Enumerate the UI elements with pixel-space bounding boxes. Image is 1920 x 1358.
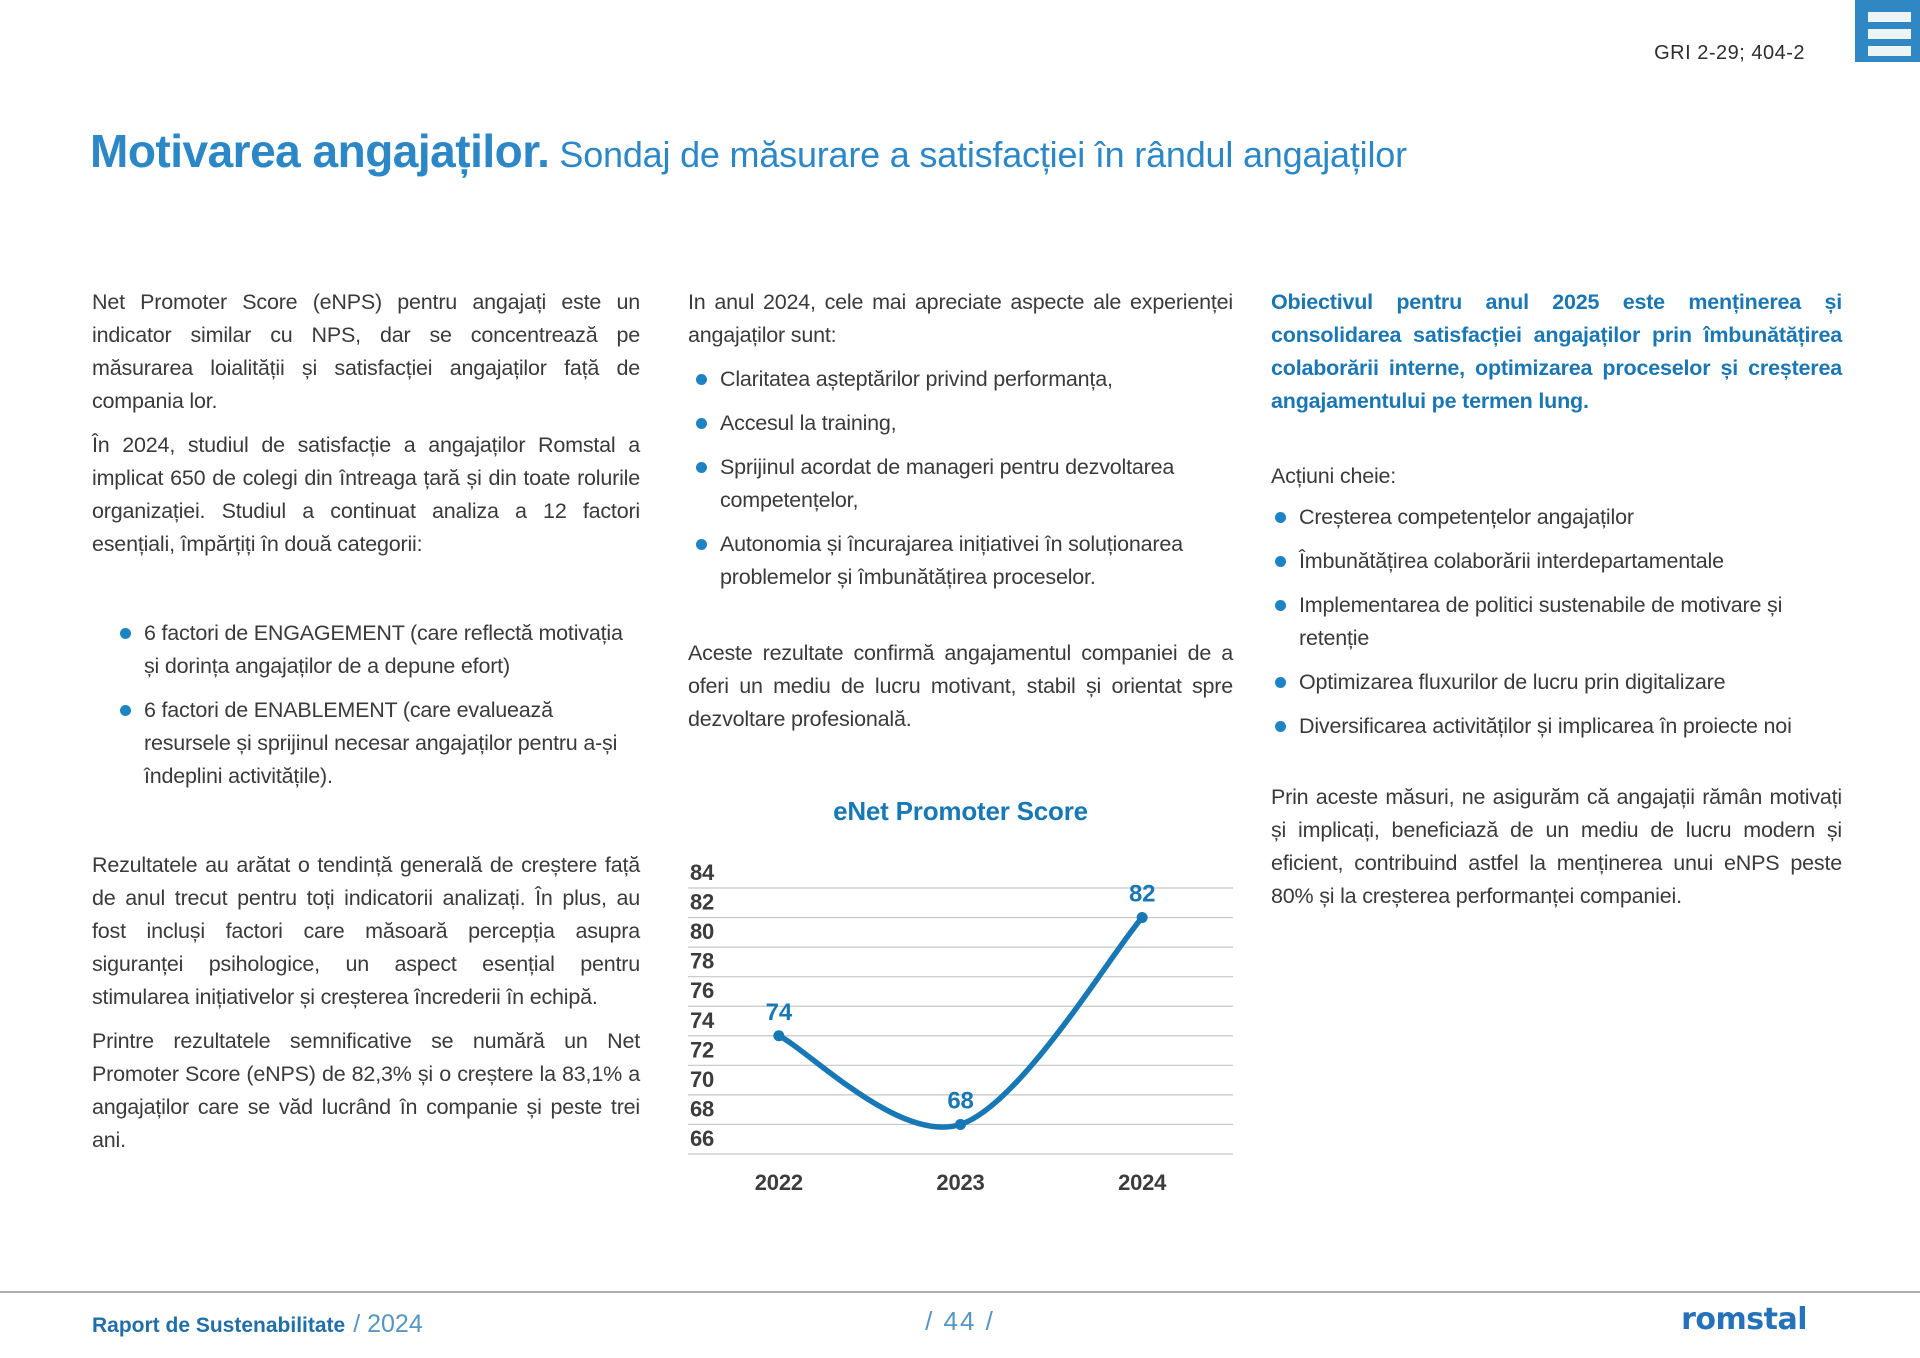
footer-report-title — [92, 1310, 423, 1339]
list-item-text: Îmbunătățirea colaborării interdepartamentale — [1299, 549, 1724, 573]
list-item — [120, 617, 640, 683]
list-item-text: Autonomia și încurajarea inițiativei în soluționarea problemelor și îmbunătățirea proceselor. — [720, 532, 1183, 589]
svg-text:74: 74 — [690, 1007, 715, 1033]
svg-text:2024: 2024 — [1118, 1170, 1167, 1195]
gri-reference: GRI 2-29; 404-2 — [1654, 42, 1805, 64]
column-3 — [1271, 286, 1842, 1204]
menu-icon[interactable] — [1855, 0, 1920, 62]
menu-bar — [1868, 46, 1911, 56]
bullet-icon — [120, 628, 131, 639]
bullet-icon — [696, 539, 707, 550]
list-item-text: 6 factori de ENABLEMENT (care evaluează resursele și sprijinul necesar angajaților pentru a-și îndeplini activitățile). — [144, 698, 618, 788]
svg-text:2023: 2023 — [936, 1170, 985, 1195]
svg-text:78: 78 — [690, 948, 715, 974]
paragraph: Aceste rezultate confirmă angajamentul companiei de a oferi un mediu de lucru motivant, stabil și orientat spre dezvoltare profesională. — [688, 641, 1233, 731]
page-content — [92, 286, 1842, 1204]
appreciated-aspects-list — [696, 363, 1233, 594]
list-item — [696, 407, 1233, 440]
bullet-icon — [1275, 512, 1286, 523]
list-item — [696, 363, 1233, 396]
svg-text:68: 68 — [690, 1096, 715, 1122]
paragraph: Net Promoter Score (eNPS) pentru angajați este un indicator similar cu NPS, dar se concentrează pe măsurarea loialității și satisfacției angajaților față de compania lor. — [92, 290, 640, 413]
svg-text:68: 68 — [947, 1087, 974, 1115]
report-year: / 2024 — [353, 1310, 423, 1338]
svg-text:76: 76 — [690, 978, 715, 1004]
list-item — [1275, 545, 1842, 578]
paragraph: Rezultatele au arătat o tendință generală de creștere față de anul trecut pentru toți indicatorii analizați. În plus, au fost incluși factori care măsoară percepția asupra siguranței psihologice, un aspect esențial pentru stimularea inițiativelor și creșterea încrederii în echipă. — [92, 853, 640, 1009]
list-item — [1275, 666, 1842, 699]
svg-text:72: 72 — [690, 1037, 715, 1063]
key-actions-heading: Acțiuni cheie: — [1271, 464, 1397, 488]
list-item — [1275, 710, 1842, 743]
chart-data-labels — [766, 881, 1156, 1115]
page-number: / 44 / — [925, 1306, 995, 1336]
list-item — [120, 694, 640, 793]
list-item-text: Accesul la training, — [720, 411, 897, 435]
page-title — [90, 125, 1407, 177]
key-actions-list — [1275, 501, 1842, 743]
bullet-icon — [1275, 721, 1286, 732]
list-item — [1275, 501, 1842, 534]
bullet-icon — [1275, 600, 1286, 611]
svg-text:2022: 2022 — [754, 1170, 803, 1195]
list-item-text: Creșterea competențelor angajaților — [1299, 505, 1634, 529]
list-item-text: Sprijinul acordat de manageri pentru dezvoltarea competențelor, — [720, 455, 1175, 512]
bullet-icon — [696, 462, 707, 473]
svg-text:82: 82 — [690, 889, 715, 915]
footer-divider — [0, 1291, 1920, 1293]
factor-list — [120, 617, 640, 793]
list-item-text: Claritatea așteptărilor privind performanța, — [720, 367, 1113, 391]
page-title-main: Motivarea angajaților. — [90, 125, 550, 177]
column-2 — [688, 286, 1233, 1204]
svg-text:84: 84 — [690, 860, 715, 885]
page-title-subtitle: Sondaj de măsurare a satisfacției în rândul angajaților — [559, 134, 1407, 175]
svg-text:74: 74 — [765, 998, 792, 1026]
objective-statement: Obiectivul pentru anul 2025 este menținerea și consolidarea satisfacției angajaților prin îmbunătățirea colaborării interne, optimizarea proceselor și creșterea angajamentului pe termen lung. — [1271, 290, 1842, 413]
list-item-text: Implementarea de politici sustenabile de motivare și retenție — [1299, 593, 1783, 650]
list-item-text: Optimizarea fluxurilor de lucru prin digitalizare — [1299, 670, 1726, 694]
bullet-icon — [120, 705, 131, 716]
chart-title: eNet Promoter Score — [833, 796, 1088, 826]
svg-text:70: 70 — [690, 1066, 715, 1092]
paragraph: Printre rezultatele semnificative se numără un Net Promoter Score (eNPS) de 82,3% și o creștere la 83,1% a angajaților care se văd lucrând în companie și peste trei ani. — [92, 1029, 640, 1152]
list-item-text: 6 factori de ENGAGEMENT (care reflectă motivația și dorința angajaților de a depune efort) — [144, 621, 623, 678]
enps-chart — [688, 796, 1233, 1204]
menu-bar — [1868, 12, 1911, 22]
paragraph: În 2024, studiul de satisfacție a angajaților Romstal a implicat 650 de colegi din întreaga țară și din toate rolurile organizației. Studiul a continuat analiza a 12 factori esențiali, împărțiți în două categorii: — [92, 433, 640, 556]
bullet-icon — [696, 418, 707, 429]
list-item — [1275, 589, 1842, 655]
svg-text:66: 66 — [690, 1126, 715, 1151]
menu-bar — [1868, 29, 1911, 39]
bullet-icon — [1275, 677, 1286, 688]
list-item-text: Diversificarea activităților și implicarea în proiecte noi — [1299, 714, 1792, 738]
bullet-icon — [1275, 556, 1286, 567]
bullet-icon — [696, 374, 707, 385]
paragraph: Prin aceste măsuri, ne asigurăm că angajații rămân motivați și implicați, beneficiază de un mediu de lucru modern și eficient, contribuind astfel la menținerea unui eNPS peste 80% și la creșterea performanței companiei. — [1271, 785, 1842, 908]
chart-y-tick-labels — [690, 860, 715, 1151]
paragraph: In anul 2024, cele mai apreciate aspecte ale experienței angajaților sunt: — [688, 290, 1233, 347]
svg-text:80: 80 — [690, 919, 715, 945]
list-item — [696, 451, 1233, 517]
chart-x-axis-labels — [755, 1170, 1167, 1195]
romstal-logo: romstal — [1681, 1302, 1807, 1337]
list-item — [696, 528, 1233, 594]
svg-text:82: 82 — [1129, 880, 1156, 908]
report-name: Raport de Sustenabilitate — [92, 1314, 346, 1337]
enps-chart-svg — [688, 852, 1233, 1204]
column-1 — [92, 286, 640, 1204]
